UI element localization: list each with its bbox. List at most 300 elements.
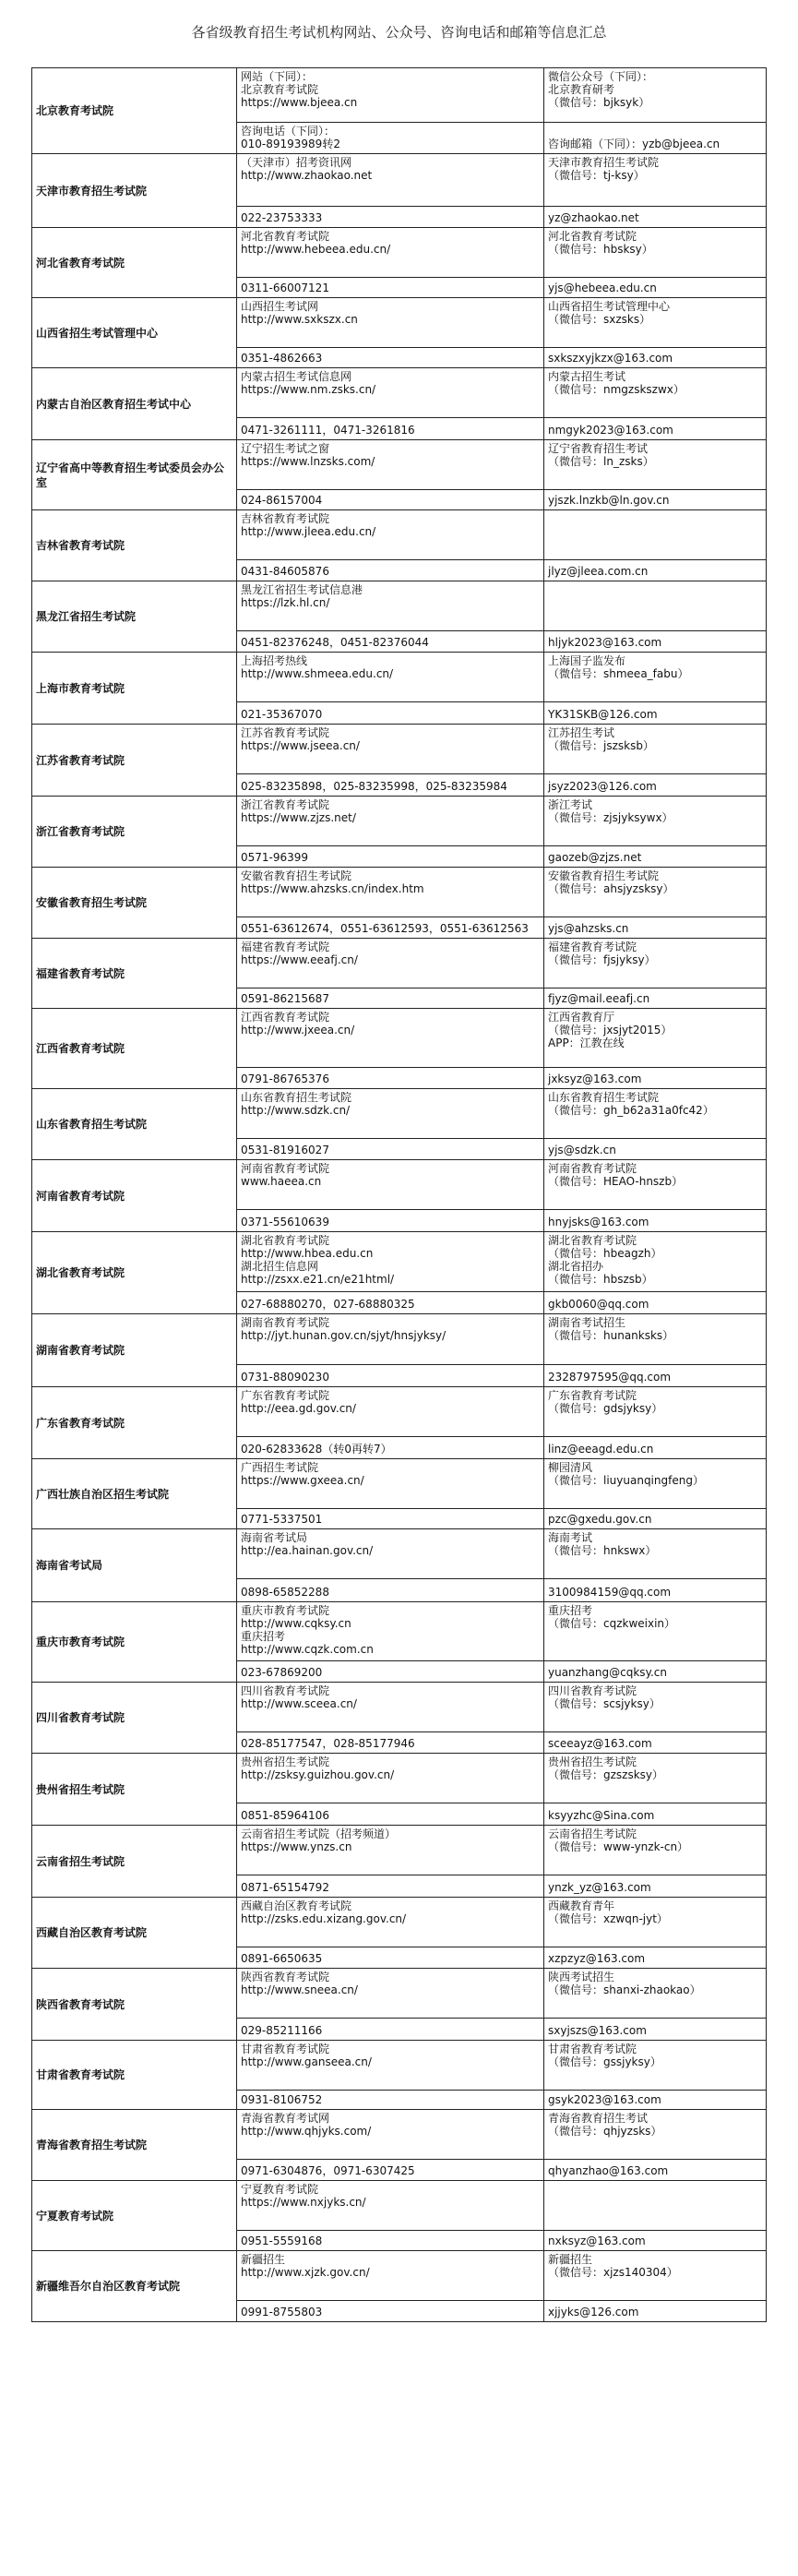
cell-line: 上海国子监发布 [548, 654, 626, 667]
table-body [32, 68, 767, 2322]
table-row [32, 1529, 767, 1579]
cell-line: 0591-86215687 [241, 992, 329, 1005]
table-row [32, 2110, 767, 2160]
org-name-cell: 湖北省教育考试院 [32, 1232, 237, 1314]
wechat-cell [544, 1754, 767, 1803]
org-name-cell: 浙江省教育考试院 [32, 797, 237, 868]
cell-line: 025-83235898，025-83235998，025-83235984 [241, 780, 507, 793]
wechat-cell [544, 1969, 767, 2019]
cell-line: （天津市）招考资讯网 [241, 156, 352, 169]
org-name-cell: 山西省招生考试管理中心 [32, 298, 237, 368]
website-cell [237, 1754, 544, 1803]
cell-line: （微信号：fjsjyksy） [548, 953, 656, 966]
cell-line: 天津市教育招生考试院 [548, 156, 660, 169]
cell-line: 辽宁招生考试之窗 [241, 442, 330, 455]
wechat-cell [544, 1089, 767, 1139]
website-cell [237, 2181, 544, 2231]
email-cell: jsyz2023@126.com [544, 774, 767, 797]
cell-line: www.haeea.cn [241, 1175, 322, 1188]
cell-line: 重庆招考 [241, 1630, 286, 1643]
cell-line: https://www.ynzs.cn [241, 1840, 352, 1853]
website-cell [237, 1683, 544, 1732]
email-cell: gsyk2023@163.com [544, 2091, 767, 2110]
org-name-cell: 西藏自治区教育考试院 [32, 1898, 237, 1969]
wechat-cell [544, 68, 767, 123]
cell-line: https://www.ahzsks.cn/index.htm [241, 882, 424, 895]
phone-cell [237, 490, 544, 510]
phone-cell [237, 1365, 544, 1387]
org-name-cell: 陕西省教育考试院 [32, 1969, 237, 2041]
cell-line: 海南考试 [548, 1531, 593, 1544]
table-row [32, 228, 767, 278]
website-cell [237, 440, 544, 490]
cell-line: http://www.qhjyks.com/ [241, 2125, 372, 2138]
email-cell: 3100984159@qq.com [544, 1579, 767, 1602]
email-cell: nmgyk2023@163.com [544, 418, 767, 440]
cell-line: 新疆招生 [241, 2253, 286, 2266]
cell-line: 湖北招生信息网 [241, 1260, 319, 1273]
cell-line: （微信号：gssjyksy） [548, 2055, 661, 2068]
website-cell [237, 368, 544, 418]
table-row [32, 1683, 767, 1732]
table-row [32, 1387, 767, 1437]
website-cell [237, 653, 544, 702]
org-name-cell: 广东省教育考试院 [32, 1387, 237, 1459]
cell-line: （微信号：shmeea_fabu） [548, 667, 689, 680]
email-cell: yjs@sdzk.cn [544, 1139, 767, 1160]
org-name-cell: 湖南省教育考试院 [32, 1314, 237, 1387]
cell-line: 咨询电话（下同）： [241, 125, 336, 138]
email-cell: qhyanzhao@163.com [544, 2160, 767, 2181]
website-cell [237, 2251, 544, 2301]
org-name-cell: 安徽省教育招生考试院 [32, 868, 237, 939]
cell-line: 0351-4862663 [241, 352, 323, 365]
org-name-cell: 江西省教育考试院 [32, 1009, 237, 1089]
cell-line: 西藏自治区教育考试院 [241, 1899, 352, 1912]
table-row [32, 154, 767, 207]
cell-line: （微信号：sxzsks） [548, 313, 651, 326]
org-name-cell: 天津市教育招生考试院 [32, 154, 237, 228]
cell-line: http://www.sceea.cn/ [241, 1697, 357, 1710]
email-cell: fjyz@mail.eeafj.cn [544, 988, 767, 1009]
cell-line: http://www.sxkszx.cn [241, 313, 358, 326]
cell-line: （微信号：hnkswx） [548, 1544, 657, 1557]
cell-line: http://www.zhaokao.net [241, 169, 373, 182]
wechat-cell [544, 1683, 767, 1732]
cell-line: （微信号：tj-ksy） [548, 169, 645, 182]
table-row [32, 1969, 767, 2019]
cell-line: 吉林省教育考试院 [241, 512, 330, 525]
email-cell: ynzk_yz@163.com [544, 1875, 767, 1898]
cell-line: 新疆招生 [548, 2253, 593, 2266]
email-cell: yjs@ahzsks.cn [544, 917, 767, 939]
email-cell: sxyjszs@163.com [544, 2019, 767, 2041]
table-row [32, 298, 767, 348]
cell-line: 山西招生考试网 [241, 300, 319, 313]
cell-line: 0871-65154792 [241, 1881, 329, 1894]
email-cell: linz@eeagd.edu.cn [544, 1437, 767, 1459]
email-cell: yuanzhang@cqksy.cn [544, 1661, 767, 1683]
org-name-cell: 广西壮族自治区招生考试院 [32, 1459, 237, 1529]
phone-cell [237, 702, 544, 725]
wechat-cell [544, 2181, 767, 2231]
cell-line: 云南省招生考试院（招考频道） [241, 1827, 397, 1840]
cell-line: https://www.gxeea.cn/ [241, 1474, 364, 1487]
cell-line: （微信号：hbszsb） [548, 1273, 653, 1286]
email-cell: yjszk.lnzkb@ln.gov.cn [544, 490, 767, 510]
wechat-cell [544, 1232, 767, 1292]
table-row [32, 797, 767, 846]
table-row [32, 1826, 767, 1875]
table-row [32, 2041, 767, 2091]
table-row [32, 368, 767, 418]
cell-line: 湖北省教育考试院 [548, 1234, 637, 1247]
cell-line: 北京教育考试院 [241, 83, 319, 96]
cell-line: 贵州省招生考试院 [241, 1755, 330, 1768]
cell-line: （微信号：jxsjyt2015） [548, 1024, 673, 1036]
wechat-cell [544, 868, 767, 917]
cell-line: 黑龙江省招生考试信息港 [241, 583, 363, 596]
cell-line: https://www.lnzsks.com/ [241, 455, 375, 468]
cell-line: （微信号：gzszsksy） [548, 1768, 664, 1781]
wechat-cell [544, 939, 767, 988]
cell-line: 广西招生考试院 [241, 1461, 319, 1474]
cell-line: 0571-96399 [241, 851, 309, 864]
cell-line: 福建省教育考试院 [548, 941, 637, 953]
website-cell [237, 2041, 544, 2091]
email-cell: jlyz@jleea.com.cn [544, 560, 767, 581]
phone-cell [237, 1875, 544, 1898]
website-cell [237, 298, 544, 348]
phone-cell [237, 1139, 544, 1160]
cell-line: 023-67869200 [241, 1666, 323, 1679]
table-row [32, 653, 767, 702]
phone-cell [237, 1292, 544, 1314]
cell-line: 0471-3261111，0471-3261816 [241, 424, 415, 437]
cell-line: （微信号：zjsjyksywx） [548, 811, 673, 824]
website-cell [237, 68, 544, 123]
cell-line: 内蒙古招生考试 [548, 370, 626, 383]
org-name-cell: 青海省教育招生考试院 [32, 2110, 237, 2181]
phone-cell [237, 560, 544, 581]
cell-line: （微信号：xjzs140304） [548, 2266, 678, 2279]
cell-line: https://www.jseea.cn/ [241, 739, 360, 752]
table-row [32, 1459, 767, 1509]
cell-line: http://ea.hainan.gov.cn/ [241, 1544, 374, 1557]
cell-line: http://www.sneea.cn/ [241, 1983, 358, 1996]
cell-line: 0451-82376248，0451-82376044 [241, 636, 429, 649]
cell-line: http://www.ganseea.cn/ [241, 2055, 372, 2068]
phone-cell [237, 774, 544, 797]
cell-line: http://www.sdzk.cn/ [241, 1104, 351, 1117]
wechat-cell [544, 510, 767, 560]
cell-line: 广东省教育考试院 [548, 1389, 637, 1402]
website-cell [237, 1314, 544, 1365]
cell-line: （微信号：jszsksb） [548, 739, 654, 752]
table-row [32, 1754, 767, 1803]
phone-cell [237, 1210, 544, 1232]
cell-line: 022-23753333 [241, 211, 323, 224]
phone-cell [237, 348, 544, 368]
cell-line: 湖北省教育考试院 [241, 1234, 330, 1247]
cell-line: （微信号：gh_b62a31a0fc42） [548, 1104, 714, 1117]
website-cell [237, 510, 544, 560]
cell-line: 0311-66007121 [241, 282, 329, 294]
phone-cell [237, 1509, 544, 1529]
phone-cell [237, 2301, 544, 2322]
website-cell [237, 1602, 544, 1661]
cell-line: （微信号：www-ynzk-cn） [548, 1840, 689, 1853]
email-cell: xzpzyz@163.com [544, 1947, 767, 1969]
website-cell [237, 725, 544, 774]
cell-line: （微信号：bjksyk） [548, 96, 650, 109]
cell-line: 安徽省教育招生考试院 [548, 869, 660, 882]
cell-line: https://www.zjzs.net/ [241, 811, 356, 824]
cell-line: （微信号：nmgzskszwx） [548, 383, 685, 396]
cell-line: https://www.nm.zsks.cn/ [241, 383, 376, 396]
phone-cell [237, 1437, 544, 1459]
table-row [32, 2181, 767, 2231]
cell-line: 柳园清风 [548, 1461, 593, 1474]
table-row [32, 68, 767, 123]
phone-cell [237, 1947, 544, 1969]
cell-line: 青海省教育考试网 [241, 2112, 330, 2125]
cell-line: 河南省教育考试院 [241, 1162, 330, 1175]
email-cell: hljyk2023@163.com [544, 631, 767, 653]
wechat-cell [544, 1898, 767, 1947]
cell-line: 四川省教育考试院 [241, 1684, 330, 1697]
phone-cell [237, 988, 544, 1009]
cell-line: http://zsksy.guizhou.gov.cn/ [241, 1768, 395, 1781]
cell-line: 0371-55610639 [241, 1216, 329, 1228]
cell-line: 0891-6650635 [241, 1952, 323, 1965]
info-table [31, 67, 767, 2322]
cell-line: 0791-86765376 [241, 1072, 329, 1085]
cell-line: 安徽省教育招生考试院 [241, 869, 352, 882]
cell-line: 湖南省考试招生 [548, 1316, 626, 1329]
cell-line: 海南省考试局 [241, 1531, 308, 1544]
cell-line: 甘肃省教育考试院 [241, 2043, 330, 2055]
website-cell [237, 1089, 544, 1139]
wechat-cell [544, 1387, 767, 1437]
cell-line: http://jyt.hunan.gov.cn/sjyt/hnsjyksy/ [241, 1329, 447, 1342]
website-cell [237, 1009, 544, 1068]
cell-line: 青海省教育招生考试 [548, 2112, 649, 2125]
table-row [32, 1602, 767, 1661]
cell-line: 0531-81916027 [241, 1144, 329, 1156]
cell-line: http://www.shmeea.edu.cn/ [241, 667, 394, 680]
table-row [32, 939, 767, 988]
org-name-cell: 福建省教育考试院 [32, 939, 237, 1009]
cell-line: http://www.jxeea.cn/ [241, 1024, 355, 1036]
wechat-cell [544, 1459, 767, 1509]
website-cell [237, 2110, 544, 2160]
wechat-cell [544, 2251, 767, 2301]
cell-line: （微信号：cqzkweixin） [548, 1617, 676, 1630]
cell-line: 福建省教育考试院 [241, 941, 330, 953]
cell-line: （微信号：ahsjyzsksy） [548, 882, 674, 895]
org-name-cell: 辽宁省高中等教育招生考试委员会办公室 [32, 440, 237, 510]
cell-line: 0898-65852288 [241, 1586, 329, 1599]
table-row [32, 440, 767, 490]
cell-line: 010-89193989转2 [241, 138, 340, 150]
cell-line: 0771-5337501 [241, 1513, 323, 1526]
phone-cell [237, 2231, 544, 2251]
cell-line: http://eea.gd.gov.cn/ [241, 1402, 356, 1415]
cell-line: 江苏招生考试 [548, 726, 615, 739]
website-cell [237, 1529, 544, 1579]
cell-line: 021-35367070 [241, 708, 323, 721]
cell-line: 0731-88090230 [241, 1371, 329, 1384]
table-row [32, 725, 767, 774]
cell-line: 陕西考试招生 [548, 1971, 615, 1983]
cell-line: （微信号：qhjyzsks） [548, 2125, 662, 2138]
cell-line: 微信公众号（下同）： [548, 70, 654, 83]
cell-line: （微信号：hbsksy） [548, 243, 653, 256]
wechat-cell [544, 2041, 767, 2091]
cell-line: 0951-5559168 [241, 2235, 323, 2247]
email-cell: 2328797595@qq.com [544, 1365, 767, 1387]
website-cell [237, 1826, 544, 1875]
cell-line: 湖北省招办 [548, 1260, 604, 1273]
website-cell [237, 939, 544, 988]
cell-line: http://www.cqksy.cn [241, 1617, 351, 1630]
org-name-cell: 宁夏教育考试院 [32, 2181, 237, 2251]
email-cell: jxksyz@163.com [544, 1068, 767, 1089]
email-cell: sceeayz@163.com [544, 1732, 767, 1754]
wechat-cell [544, 368, 767, 418]
cell-line: 四川省教育考试院 [548, 1684, 637, 1697]
website-cell [237, 1459, 544, 1509]
cell-line: 江西省教育厅 [548, 1011, 615, 1024]
website-cell [237, 581, 544, 631]
table-row [32, 510, 767, 560]
cell-line: 山东省教育招生考试院 [241, 1091, 352, 1104]
cell-line: http://zsxx.e21.cn/e21html/ [241, 1273, 395, 1286]
cell-line: （微信号：gdsjyksy） [548, 1402, 663, 1415]
cell-line: 河北省教育考试院 [548, 230, 637, 243]
cell-line: 024-86157004 [241, 494, 323, 507]
cell-line: 0431-84605876 [241, 565, 329, 578]
cell-line: 重庆招考 [548, 1604, 593, 1617]
table-row [32, 1232, 767, 1292]
website-cell [237, 1898, 544, 1947]
wechat-cell [544, 653, 767, 702]
wechat-cell [544, 228, 767, 278]
email-cell: gaozeb@zjzs.net [544, 846, 767, 868]
org-name-cell: 河北省教育考试院 [32, 228, 237, 298]
email-cell: sxkszxyjkzx@163.com [544, 348, 767, 368]
phone-cell [237, 1579, 544, 1602]
cell-line: 上海招考热线 [241, 654, 308, 667]
table-row [32, 1898, 767, 1947]
cell-line: 陕西省教育考试院 [241, 1971, 330, 1983]
cell-line: （微信号：hunanksks） [548, 1329, 674, 1342]
wechat-cell [544, 440, 767, 490]
cell-line: 020-62833628（转0再转7） [241, 1443, 392, 1456]
email-cell: yjs@hebeea.edu.cn [544, 278, 767, 298]
table-row [32, 1314, 767, 1365]
table-row [32, 1009, 767, 1068]
cell-line: http://www.hbea.edu.cn [241, 1247, 374, 1260]
email-cell: 咨询邮箱（下同）：yzb@bjeea.cn [544, 123, 767, 154]
phone-cell [237, 418, 544, 440]
cell-line: （微信号：scsjyksy） [548, 1697, 661, 1710]
wechat-cell [544, 1826, 767, 1875]
phone-cell [237, 631, 544, 653]
website-cell [237, 228, 544, 278]
cell-line: （微信号：hbeagzh） [548, 1247, 662, 1260]
wechat-cell [544, 154, 767, 207]
cell-line: 江西省教育考试院 [241, 1011, 330, 1024]
phone-cell [237, 278, 544, 298]
cell-line: 浙江考试 [548, 798, 593, 811]
cell-line: 山西省招生考试管理中心 [548, 300, 671, 313]
cell-line: （微信号：shanxi-zhaokao） [548, 1983, 701, 1996]
wechat-cell [544, 725, 767, 774]
cell-line: https://lzk.hl.cn/ [241, 596, 330, 609]
cell-line: 重庆市教育考试院 [241, 1604, 330, 1617]
cell-line: http://www.jleea.edu.cn/ [241, 525, 376, 538]
wechat-cell [544, 1602, 767, 1661]
website-cell [237, 868, 544, 917]
email-cell: yz@zhaokao.net [544, 207, 767, 228]
org-name-cell: 黑龙江省招生考试院 [32, 581, 237, 653]
email-cell: gkb0060@qq.com [544, 1292, 767, 1314]
phone-cell [237, 1732, 544, 1754]
wechat-cell [544, 1314, 767, 1365]
org-name-cell: 新疆维吾尔自治区教育考试院 [32, 2251, 237, 2322]
wechat-cell [544, 1009, 767, 1068]
cell-line: 河北省教育考试院 [241, 230, 330, 243]
phone-cell [237, 1803, 544, 1826]
org-name-cell: 北京教育考试院 [32, 68, 237, 154]
phone-cell [237, 2091, 544, 2110]
cell-line: 029-85211166 [241, 2024, 323, 2037]
cell-line: 内蒙古招生考试信息网 [241, 370, 352, 383]
org-name-cell: 甘肃省教育考试院 [32, 2041, 237, 2110]
cell-line: http://zsks.edu.xizang.gov.cn/ [241, 1912, 407, 1925]
org-name-cell: 山东省教育招生考试院 [32, 1089, 237, 1160]
cell-line: APP：江教在线 [548, 1036, 625, 1049]
cell-line: 辽宁省教育招生考试 [548, 442, 649, 455]
email-cell: YK31SKB@126.com [544, 702, 767, 725]
cell-line: 宁夏教育考试院 [241, 2183, 319, 2196]
cell-line: 028-85177547，028-85177946 [241, 1737, 415, 1750]
wechat-cell [544, 2110, 767, 2160]
org-name-cell: 上海市教育考试院 [32, 653, 237, 725]
cell-line: 0851-85964106 [241, 1809, 329, 1822]
org-name-cell: 四川省教育考试院 [32, 1683, 237, 1754]
cell-line: 江苏省教育考试院 [241, 726, 330, 739]
cell-line: 0551-63612674，0551-63612593，0551-63612563 [241, 922, 529, 935]
wechat-cell [544, 581, 767, 631]
email-cell: hnyjsks@163.com [544, 1210, 767, 1232]
cell-line: （微信号：liuyuanqingfeng） [548, 1474, 704, 1487]
cell-line: http://www.xjzk.gov.cn/ [241, 2266, 370, 2279]
org-name-cell: 内蒙古自治区教育招生考试中心 [32, 368, 237, 440]
table-row [32, 2251, 767, 2301]
cell-line: 0971-6304876，0971-6307425 [241, 2164, 415, 2177]
website-cell [237, 797, 544, 846]
cell-line: http://www.cqzk.com.cn [241, 1643, 374, 1656]
website-cell [237, 1387, 544, 1437]
wechat-cell [544, 797, 767, 846]
email-cell: pzc@gxedu.gov.cn [544, 1509, 767, 1529]
website-cell [237, 1969, 544, 2019]
phone-cell [237, 1068, 544, 1089]
website-cell [237, 1160, 544, 1210]
